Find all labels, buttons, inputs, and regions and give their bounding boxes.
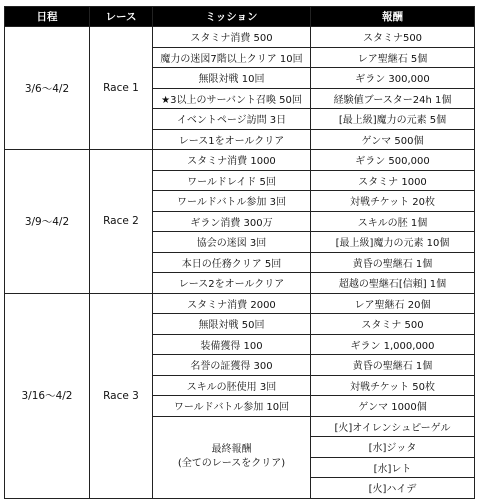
reward-cell: ギラン 300,000: [311, 68, 475, 89]
reward-cell: [水]ジッタ: [311, 437, 475, 458]
reward-cell: スタミナ 500: [311, 314, 475, 335]
mission-cell: 無限対戦 50回: [153, 314, 311, 335]
reward-cell: ゲンマ 1000個: [311, 396, 475, 417]
table-row: [5, 27, 475, 48]
final-reward-condition: (全てのレースをクリア): [177, 458, 286, 469]
mission-reward-table-container: [4, 6, 474, 499]
mission-cell: ワールドレイド 5回: [153, 170, 311, 191]
reward-cell: スキルの胚 1個: [311, 211, 475, 232]
mission-cell: スキルの胚使用 3回: [153, 375, 311, 396]
reward-cell: [最上級]魔力の元素 5個: [311, 109, 475, 130]
mission-cell: ワールドバトル参加 10回: [153, 396, 311, 417]
race-cell: Race 2: [90, 150, 153, 294]
reward-cell: ギラン 500,000: [311, 150, 475, 171]
header-mission: ミッション: [153, 7, 311, 27]
mission-cell: イベントページ訪問 3日: [153, 109, 311, 130]
reward-cell: [火]オイレンシュピーゲル: [311, 416, 475, 437]
reward-cell: ギラン 1,000,000: [311, 334, 475, 355]
race-cell: Race 1: [90, 27, 153, 150]
table-header-row: [5, 7, 475, 27]
reward-cell: [最上級]魔力の元素 10個: [311, 232, 475, 253]
mission-cell: 無限対戦 10回: [153, 68, 311, 89]
mission-cell: スタミナ消費 500: [153, 27, 311, 48]
mission-cell: 本日の任務クリア 5回: [153, 252, 311, 273]
mission-cell: スタミナ消費 1000: [153, 150, 311, 171]
schedule-cell: 3/9～4/2: [5, 150, 90, 294]
reward-cell: 黄昏の聖継石 1個: [311, 252, 475, 273]
reward-cell: レア聖継石 5個: [311, 47, 475, 68]
reward-cell: 対戦チケット 50枚: [311, 375, 475, 396]
mission-cell: レース2をオールクリア: [153, 273, 311, 294]
final-reward-title: 最終報酬: [211, 444, 252, 455]
mission-cell: 装備獲得 100: [153, 334, 311, 355]
reward-cell: 対戦チケット 20枚: [311, 191, 475, 212]
mission-cell: ★3以上のサーバント召喚 50回: [153, 88, 311, 109]
mission-reward-table: [4, 6, 475, 499]
reward-cell: [火]ハイデ: [311, 478, 475, 499]
reward-cell: スタミナ500: [311, 27, 475, 48]
reward-cell: ゲンマ 500個: [311, 129, 475, 150]
schedule-cell: 3/16～4/2: [5, 293, 90, 498]
reward-cell: レア聖継石 20個: [311, 293, 475, 314]
table-row: [5, 293, 475, 314]
mission-cell: ワールドバトル参加 3回: [153, 191, 311, 212]
header-reward: 報酬: [311, 7, 475, 27]
mission-cell: 名誉の証獲得 300: [153, 355, 311, 376]
reward-cell: [水]レト: [311, 457, 475, 478]
reward-cell: 黄昏の聖継石 1個: [311, 355, 475, 376]
mission-cell: レース1をオールクリア: [153, 129, 311, 150]
race-cell: Race 3: [90, 293, 153, 498]
reward-cell: スタミナ 1000: [311, 170, 475, 191]
final-reward-mission-cell: [153, 416, 311, 498]
table-row: [5, 150, 475, 171]
mission-cell: ギラン消費 300万: [153, 211, 311, 232]
header-schedule: 日程: [5, 7, 90, 27]
header-race: レース: [90, 7, 153, 27]
reward-cell: 超越の聖継石[信頼] 1個: [311, 273, 475, 294]
schedule-cell: 3/6～4/2: [5, 27, 90, 150]
reward-cell: 経験値ブースター24h 1個: [311, 88, 475, 109]
mission-cell: スタミナ消費 2000: [153, 293, 311, 314]
mission-cell: 協会の迷図 3回: [153, 232, 311, 253]
mission-cell: 魔力の迷図7階以上クリア 10回: [153, 47, 311, 68]
